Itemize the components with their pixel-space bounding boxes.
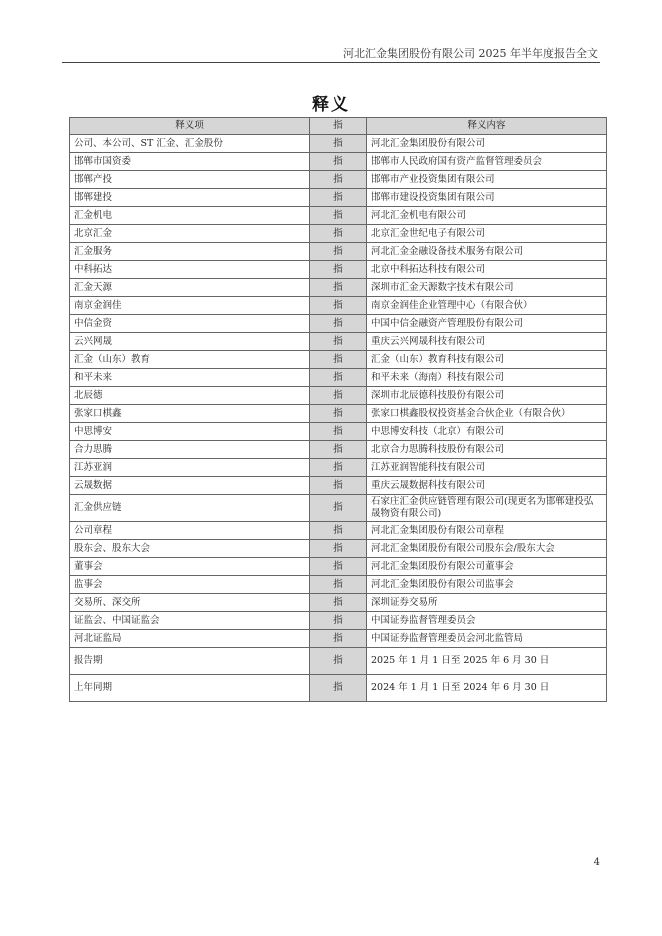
header-rule [62, 62, 600, 63]
term-cell: 报告期 [70, 648, 310, 675]
term-cell: 邯郸建投 [70, 189, 310, 207]
ref-cell: 指 [310, 153, 367, 171]
definition-cell: 江苏亚润智能科技有限公司 [367, 459, 607, 477]
ref-cell: 指 [310, 207, 367, 225]
ref-cell: 指 [310, 135, 367, 153]
ref-cell: 指 [310, 315, 367, 333]
definition-cell: 和平未来（海南）科技有限公司 [367, 369, 607, 387]
table-row [70, 153, 607, 171]
table-row [70, 558, 607, 576]
definition-cell: 北京合力思腾科技股份有限公司 [367, 441, 607, 459]
definition-cell: 中国证券监督管理委员会河北监管局 [367, 630, 607, 648]
term-cell: 云晟数据 [70, 477, 310, 495]
term-cell: 南京金润佳 [70, 297, 310, 315]
table-row [70, 243, 607, 261]
ref-cell: 指 [310, 630, 367, 648]
term-cell: 汇金（山东）教育 [70, 351, 310, 369]
table-row [70, 495, 607, 522]
table-row [70, 675, 607, 702]
ref-cell: 指 [310, 351, 367, 369]
term-cell: 中思博安 [70, 423, 310, 441]
ref-cell: 指 [310, 576, 367, 594]
table-row [70, 279, 607, 297]
ref-cell: 指 [310, 540, 367, 558]
table-row [70, 225, 607, 243]
ref-cell: 指 [310, 423, 367, 441]
table-row [70, 135, 607, 153]
term-cell: 北辰德 [70, 387, 310, 405]
ref-cell: 指 [310, 297, 367, 315]
ref-cell: 指 [310, 477, 367, 495]
definition-cell: 河北汇金集团股份有限公司 [367, 135, 607, 153]
table-row [70, 405, 607, 423]
table-row [70, 315, 607, 333]
definition-cell: 中国中信金融资产管理股份有限公司 [367, 315, 607, 333]
term-cell: 江苏亚润 [70, 459, 310, 477]
table-row [70, 477, 607, 495]
table-row [70, 171, 607, 189]
definition-cell: 重庆云晟数据科技有限公司 [367, 477, 607, 495]
ref-cell: 指 [310, 522, 367, 540]
term-cell: 北京汇金 [70, 225, 310, 243]
definition-cell: 汇金（山东）教育科技有限公司 [367, 351, 607, 369]
definition-cell: 深圳市北辰德科技股份有限公司 [367, 387, 607, 405]
definition-cell: 河北汇金金融设备技术服务有限公司 [367, 243, 607, 261]
table-row [70, 333, 607, 351]
table-row [70, 297, 607, 315]
ref-cell: 指 [310, 189, 367, 207]
definition-cell: 邯郸市人民政府国有资产监督管理委员会 [367, 153, 607, 171]
page-number: 4 [593, 857, 600, 868]
term-cell: 中科拓达 [70, 261, 310, 279]
term-cell: 张家口棋鑫 [70, 405, 310, 423]
term-cell: 云兴网晟 [70, 333, 310, 351]
ref-cell: 指 [310, 612, 367, 630]
table-row [70, 261, 607, 279]
term-cell: 董事会 [70, 558, 310, 576]
definition-cell: 南京金润佳企业管理中心（有限合伙） [367, 297, 607, 315]
ref-cell: 指 [310, 333, 367, 351]
ref-cell: 指 [310, 279, 367, 297]
term-cell: 河北证监局 [70, 630, 310, 648]
term-cell: 交易所、深交所 [70, 594, 310, 612]
definition-cell: 河北汇金集团股份有限公司董事会 [367, 558, 607, 576]
term-cell: 中信金资 [70, 315, 310, 333]
definition-cell: 中思博安科技（北京）有限公司 [367, 423, 607, 441]
definition-cell: 重庆云兴网晟科技有限公司 [367, 333, 607, 351]
table-row [70, 594, 607, 612]
page-title: 释义 [312, 95, 350, 115]
term-cell: 上年同期 [70, 675, 310, 702]
ref-cell: 指 [310, 225, 367, 243]
term-cell: 邯郸产投 [70, 171, 310, 189]
definition-cell: 张家口棋鑫股权投资基金合伙企业（有限合伙） [367, 405, 607, 423]
term-cell: 合力思腾 [70, 441, 310, 459]
table-row [70, 576, 607, 594]
table-row [70, 459, 607, 477]
column-header-definition: 释义内容 [367, 118, 607, 135]
table-header-row [70, 118, 607, 135]
definition-cell: 北京汇金世纪电子有限公司 [367, 225, 607, 243]
table-row [70, 522, 607, 540]
table-row [70, 630, 607, 648]
term-cell: 汇金机电 [70, 207, 310, 225]
table-row [70, 207, 607, 225]
ref-cell: 指 [310, 405, 367, 423]
ref-cell: 指 [310, 675, 367, 702]
table-row [70, 423, 607, 441]
definition-cell: 邯郸市建设投资集团有限公司 [367, 189, 607, 207]
ref-cell: 指 [310, 594, 367, 612]
term-cell: 证监会、中国证监会 [70, 612, 310, 630]
table-row [70, 351, 607, 369]
ref-cell: 指 [310, 459, 367, 477]
definition-cell: 河北汇金机电有限公司 [367, 207, 607, 225]
term-cell: 汇金服务 [70, 243, 310, 261]
ref-cell: 指 [310, 387, 367, 405]
term-cell: 汇金天源 [70, 279, 310, 297]
ref-cell: 指 [310, 495, 367, 522]
definition-cell: 2024 年 1 月 1 日至 2024 年 6 月 30 日 [367, 675, 607, 702]
table-row [70, 648, 607, 675]
ref-cell: 指 [310, 369, 367, 387]
ref-cell: 指 [310, 171, 367, 189]
term-cell: 股东会、股东大会 [70, 540, 310, 558]
definition-cell: 河北汇金集团股份有限公司章程 [367, 522, 607, 540]
definition-cell: 2025 年 1 月 1 日至 2025 年 6 月 30 日 [367, 648, 607, 675]
term-cell: 公司、本公司、ST 汇金、汇金股份 [70, 135, 310, 153]
table-row [70, 387, 607, 405]
table-row [70, 369, 607, 387]
term-cell: 公司章程 [70, 522, 310, 540]
definition-cell: 石家庄汇金供应链管理有限公司(现更名为邯郸建投弘晟物资有限公司) [367, 495, 607, 522]
ref-cell: 指 [310, 441, 367, 459]
table-row [70, 612, 607, 630]
ref-cell: 指 [310, 261, 367, 279]
ref-cell: 指 [310, 558, 367, 576]
term-cell: 监事会 [70, 576, 310, 594]
table-row [70, 441, 607, 459]
term-cell: 和平未来 [70, 369, 310, 387]
running-header: 河北汇金集团股份有限公司 2025 年半年度报告全文 [343, 47, 598, 60]
definition-cell: 河北汇金集团股份有限公司股东会/股东大会 [367, 540, 607, 558]
column-header-term: 释义项 [70, 118, 310, 135]
definition-cell: 北京中科拓达科技有限公司 [367, 261, 607, 279]
definition-cell: 中国证券监督管理委员会 [367, 612, 607, 630]
ref-cell: 指 [310, 648, 367, 675]
column-header-ref: 指 [310, 118, 367, 135]
table-row [70, 540, 607, 558]
definition-cell: 深圳市汇金天源数字技术有限公司 [367, 279, 607, 297]
definition-cell: 深圳证券交易所 [367, 594, 607, 612]
definition-cell: 邯郸市产业投资集团有限公司 [367, 171, 607, 189]
glossary-table [69, 117, 607, 702]
definition-cell: 河北汇金集团股份有限公司监事会 [367, 576, 607, 594]
table-row [70, 189, 607, 207]
term-cell: 汇金供应链 [70, 495, 310, 522]
ref-cell: 指 [310, 243, 367, 261]
term-cell: 邯郸市国资委 [70, 153, 310, 171]
